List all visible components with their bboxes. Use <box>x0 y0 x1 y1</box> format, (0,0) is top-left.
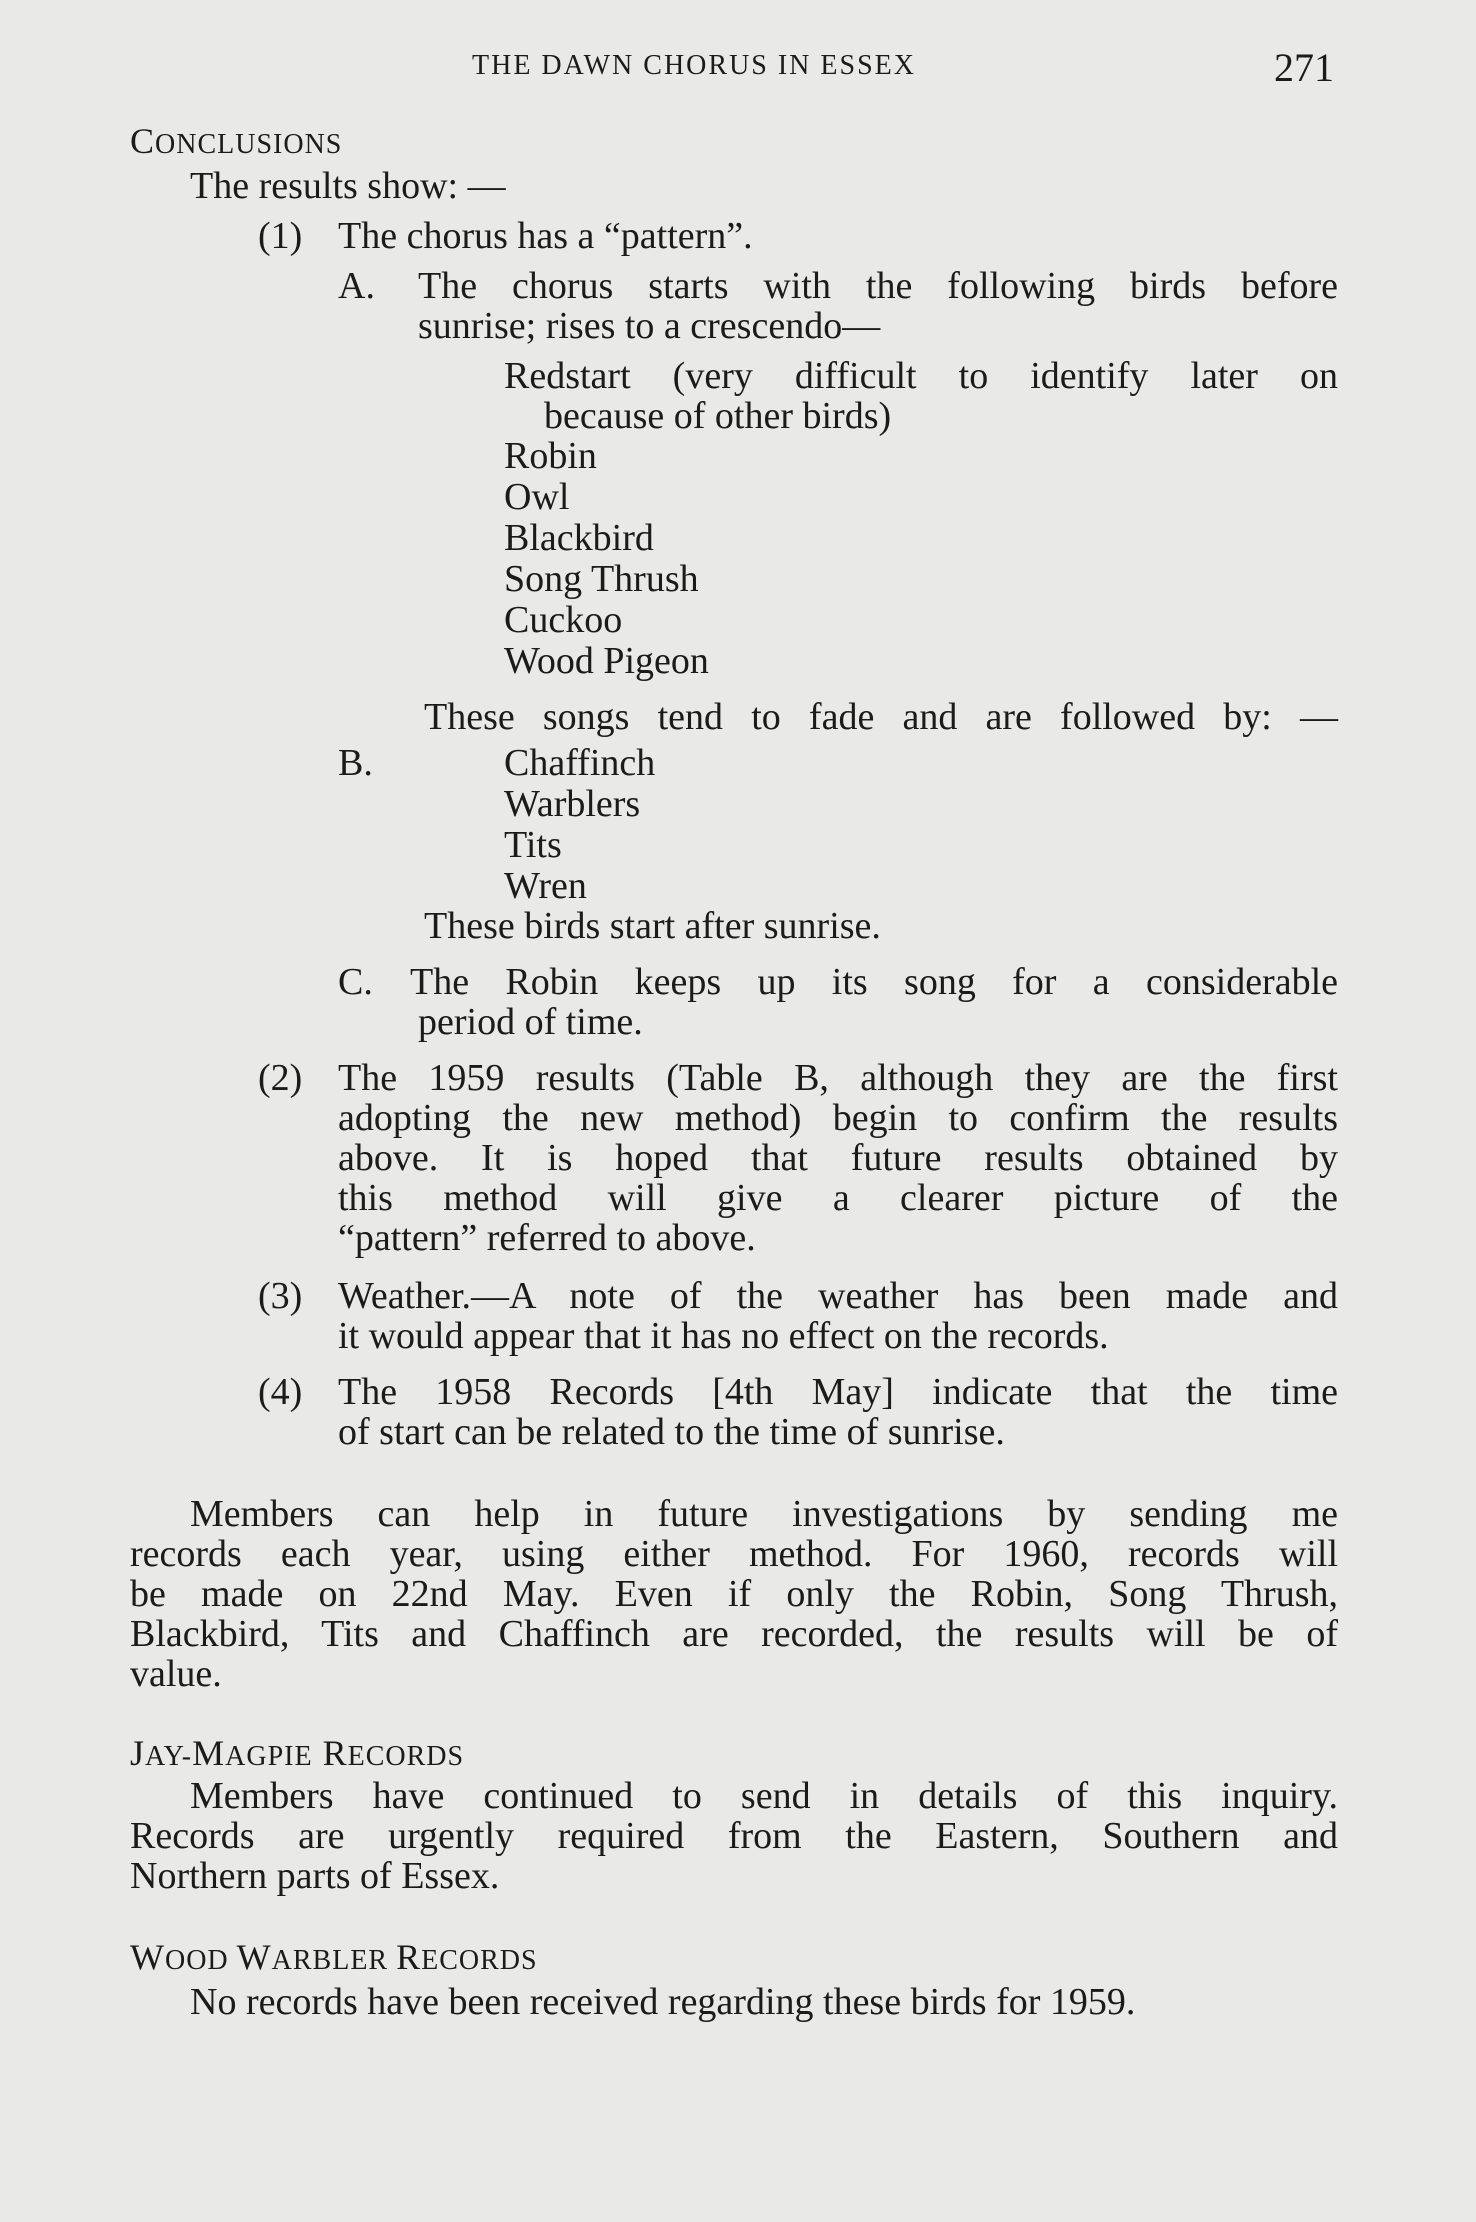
point-1-text: The chorus has a “pattern”. <box>338 215 753 257</box>
section-a-line: sunrise; rises to a crescendo— <box>418 305 881 347</box>
point-3-line: Weather.—A note of the weather has been made and <box>338 1275 1338 1317</box>
running-title: THE DAWN CHORUS IN ESSEX <box>472 50 916 81</box>
section-a-line: The chorus starts with the following birds before <box>418 265 1338 307</box>
bird-name: Warblers <box>504 783 641 825</box>
point-4-line: The 1958 Records [4th May] indicate that the time <box>338 1371 1338 1413</box>
bird-name: Song Thrush <box>504 558 699 600</box>
heading-rest: ONCLUSIONS <box>155 129 343 160</box>
members-line: be made on 22nd May. Even if only the Robin, Song Thrush, <box>130 1573 1338 1615</box>
section-c-letter: C. <box>338 961 373 1003</box>
point-2-line: “pattern” referred to above. <box>338 1217 756 1259</box>
jay-magpie-line: Records are urgently required from the Eastern, Southern and <box>130 1815 1338 1857</box>
members-line: Members can help in future investigations by sending me <box>190 1493 1338 1535</box>
members-line: records each year, using either method. For 1960, records will <box>130 1533 1338 1575</box>
point-4-line: of start can be related to the time of sunrise. <box>338 1411 1005 1453</box>
conclusions-heading <box>130 120 342 162</box>
point-2-line: this method will give a clearer picture of the <box>338 1177 1338 1219</box>
point-1-number: (1) <box>258 215 303 257</box>
fade-note: These songs tend to fade and are followed by: — <box>424 696 1338 738</box>
bird-name: Robin <box>504 435 597 477</box>
section-b-letter: B. <box>338 742 373 784</box>
wood-warbler-text: No records have been received regarding these birds for 1959. <box>190 1981 1136 2023</box>
point-2-line: The 1959 results (Table B, although they are the first <box>338 1057 1338 1099</box>
point-2-line: adopting the new method) begin to confirm the results <box>338 1097 1338 1139</box>
section-c-line: period of time. <box>418 1001 643 1043</box>
point-2-line: above. It is hoped that future results obtained by <box>338 1137 1338 1179</box>
point-3-line: it would appear that it has no effect on the records. <box>338 1315 1109 1357</box>
wood-warbler-heading: WOOD WARBLER RECORDS <box>130 1937 538 1977</box>
bird-name: Blackbird <box>504 517 654 559</box>
bird-name: Tits <box>504 824 562 866</box>
point-3-number: (3) <box>258 1275 303 1317</box>
members-line: Blackbird, Tits and Chaffinch are recorded, the results will be of <box>130 1613 1338 1655</box>
members-line: value. <box>130 1653 222 1695</box>
bird-name: Redstart (very difficult to identify later on <box>504 355 1338 397</box>
bird-name: Cuckoo <box>504 599 623 641</box>
after-sunrise-note: These birds start after sunrise. <box>424 905 881 947</box>
jay-magpie-heading: JAY-MAGPIE RECORDS <box>130 1733 465 1773</box>
section-a-letter: A. <box>338 265 375 307</box>
point-2-number: (2) <box>258 1057 303 1099</box>
page-number: 271 <box>1274 45 1334 90</box>
heading-initial: C <box>130 121 156 161</box>
bird-name: Wood Pigeon <box>504 640 709 682</box>
results-intro: The results show: — <box>190 165 506 207</box>
bird-name: Wren <box>504 865 587 907</box>
jay-magpie-line: Members have continued to send in details of this inquiry. <box>190 1775 1338 1817</box>
jay-magpie-line: Northern parts of Essex. <box>130 1855 500 1897</box>
bird-name: Owl <box>504 476 570 518</box>
bird-name: Chaffinch <box>504 742 656 784</box>
section-c-line: The Robin keeps up its song for a considerable <box>410 961 1338 1003</box>
bird-name: because of other birds) <box>544 395 892 437</box>
point-4-number: (4) <box>258 1371 303 1413</box>
